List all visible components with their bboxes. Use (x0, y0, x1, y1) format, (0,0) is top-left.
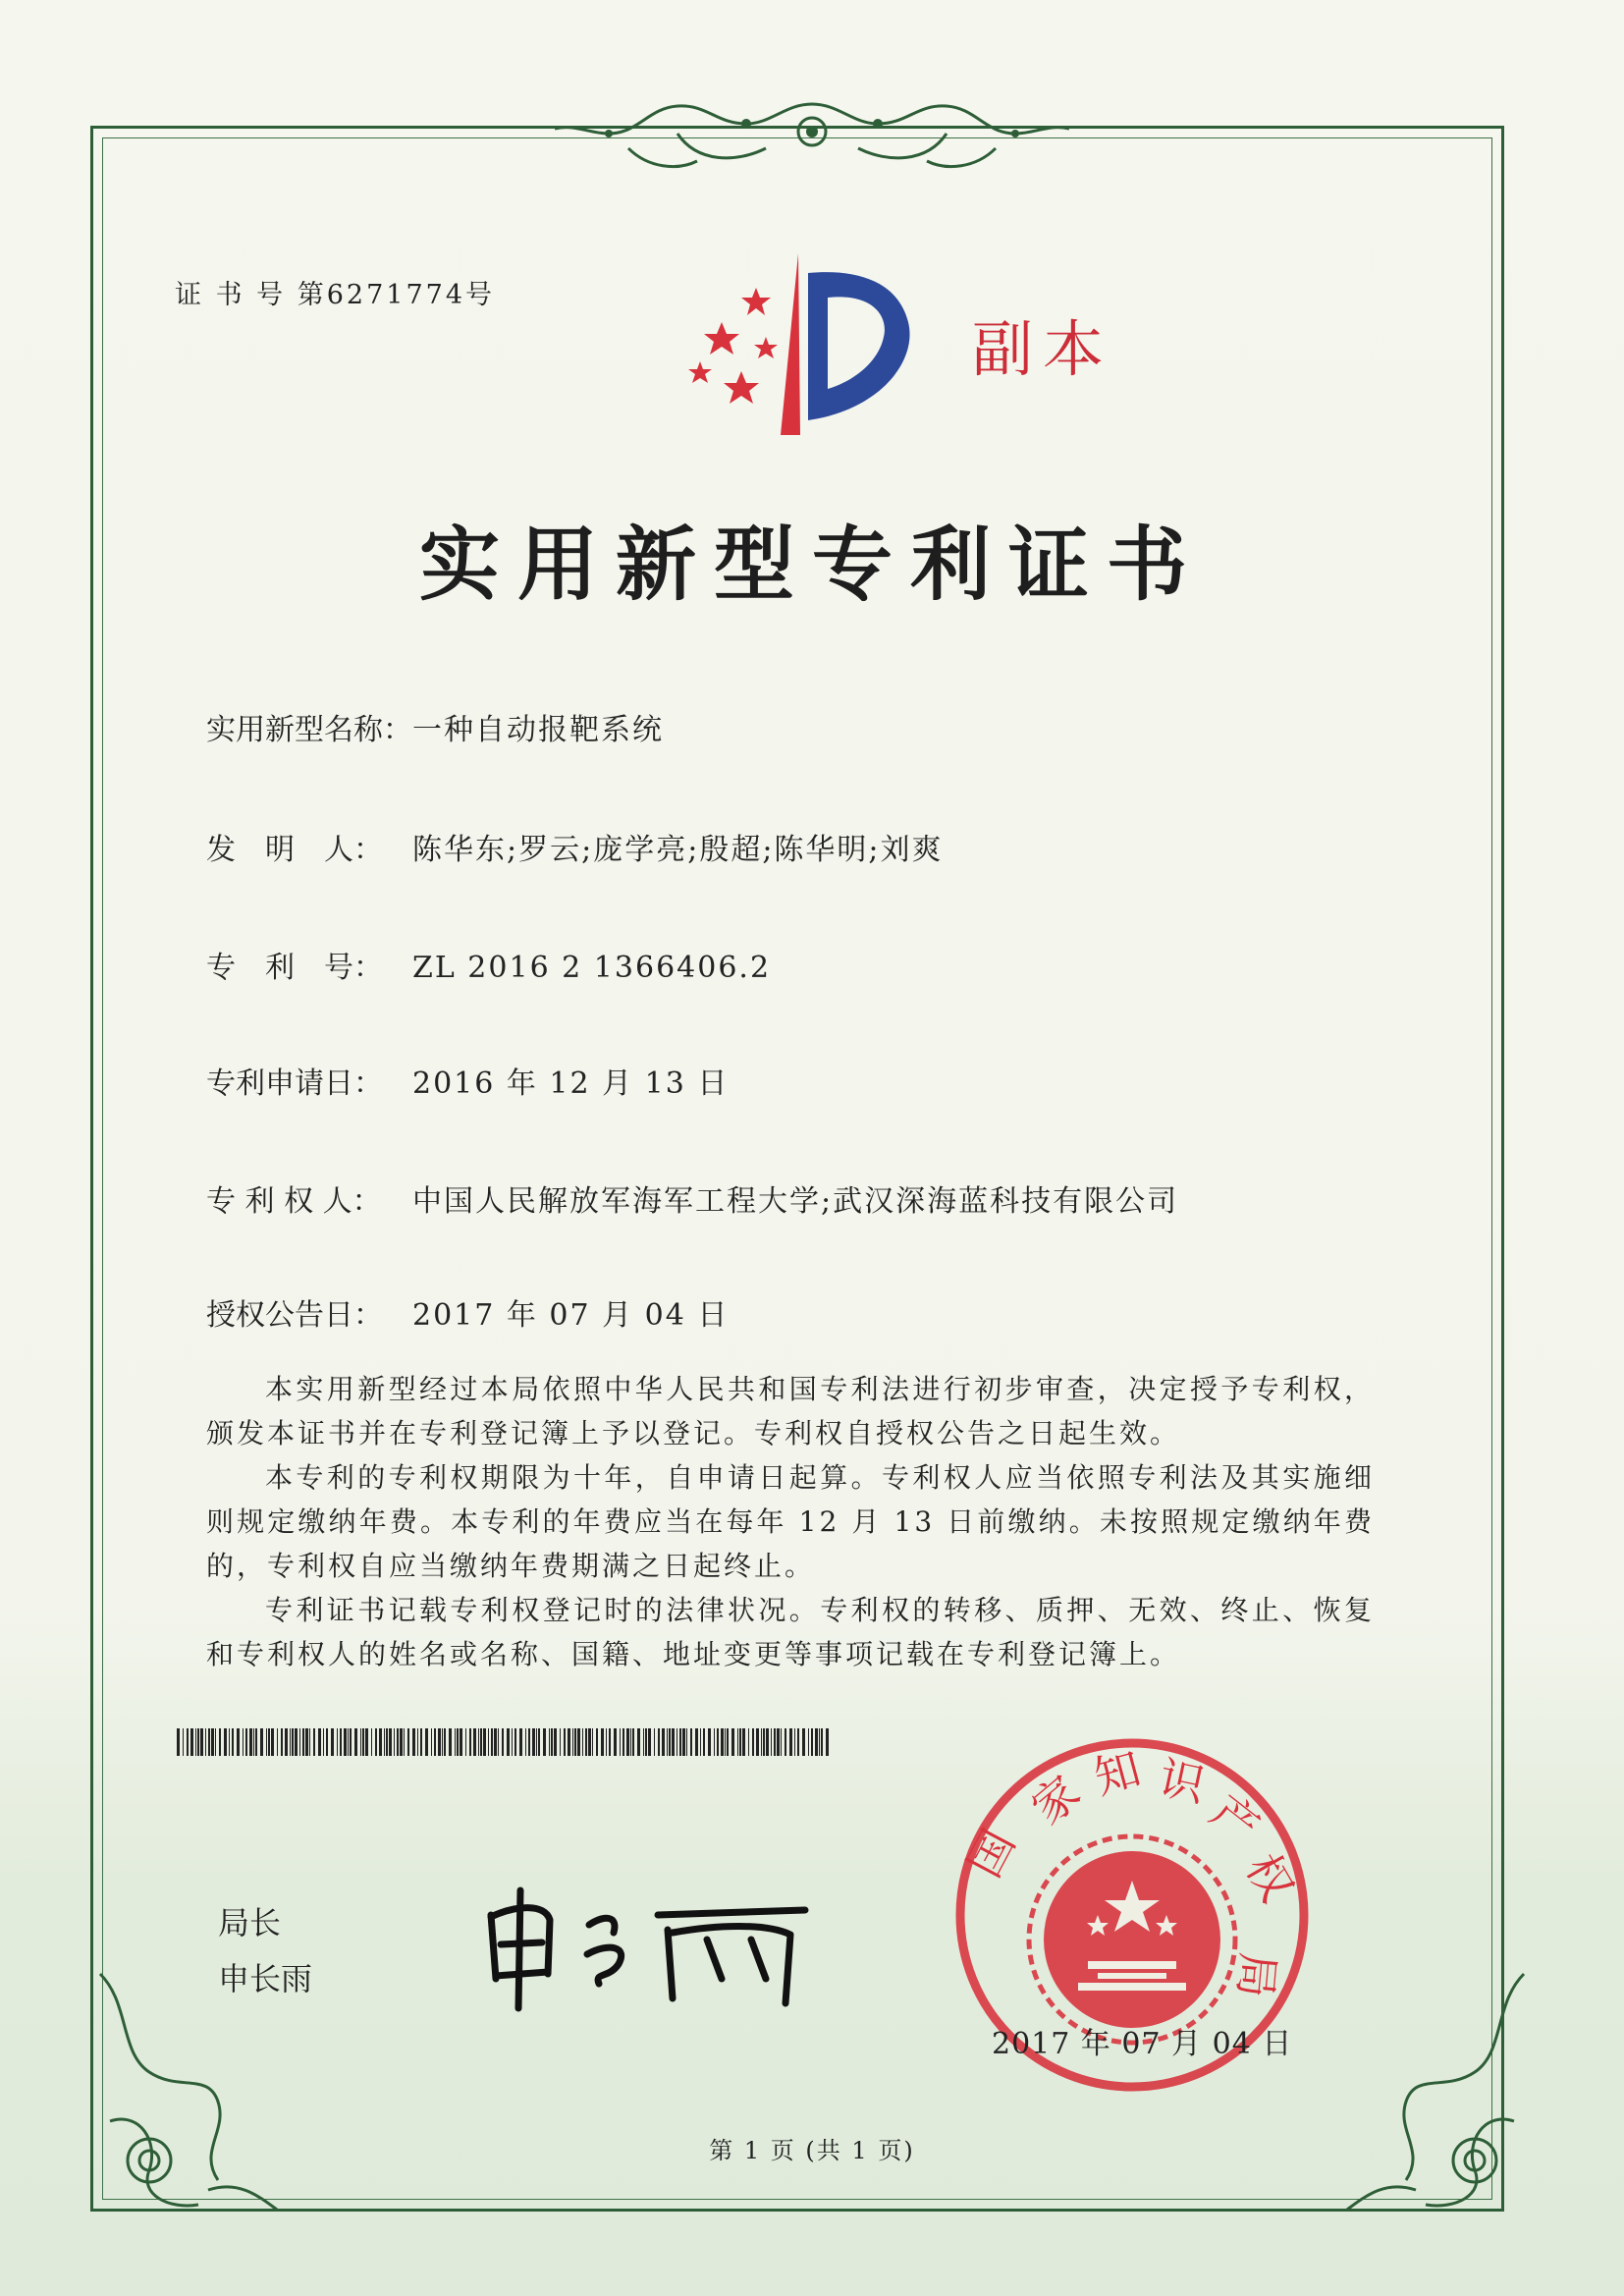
barcode-bar (582, 1728, 583, 1756)
barcode-bar (494, 1728, 497, 1756)
barcode-bar (268, 1728, 270, 1756)
barcode-bar (469, 1728, 471, 1756)
barcode-bar (808, 1728, 809, 1756)
barcode-bar (397, 1728, 399, 1756)
barcode-bar (543, 1728, 546, 1756)
barcode-bar (232, 1728, 234, 1756)
barcode-bar (245, 1728, 247, 1756)
barcode-bar (507, 1728, 510, 1756)
barcode-bar (679, 1728, 681, 1756)
barcode-bar (498, 1728, 499, 1756)
barcode-bar (431, 1728, 432, 1756)
barcode-bar (606, 1728, 607, 1756)
barcode-bar (572, 1728, 573, 1756)
barcode-bar (281, 1728, 283, 1756)
body-paragraph: 本专利的专利权期限为十年，自申请日起算。专利权人应当依照专利法及其实施细则规定缴纳年费。本专利的年费应当在每年 12 月 13 日前缴纳。未按照规定缴纳年费的，专利权自应当缴纳年费期满之日起终止。 (206, 1461, 1375, 1582)
barcode-bar (480, 1728, 482, 1756)
barcode-bar (348, 1728, 349, 1756)
barcode-bar (577, 1728, 580, 1756)
barcode-bar (491, 1728, 493, 1756)
barcode-bar (766, 1728, 769, 1756)
barcode-bar (632, 1728, 634, 1756)
barcode-bar (682, 1728, 685, 1756)
barcode-bar (777, 1728, 780, 1756)
barcode-bar (512, 1728, 513, 1756)
barcode-bar (417, 1728, 418, 1756)
barcode-bar (748, 1728, 749, 1756)
barcode-bar (473, 1728, 476, 1756)
barcode-bar (384, 1728, 385, 1756)
barcode-bar (797, 1728, 799, 1756)
barcode-bar (785, 1728, 786, 1756)
svg-text:家: 家 (1021, 1765, 1091, 1835)
barcode-bar (200, 1728, 203, 1756)
barcode-bar (815, 1728, 818, 1756)
barcode-bar (708, 1728, 711, 1756)
barcode-bar (794, 1728, 795, 1756)
barcode-bar (742, 1728, 745, 1756)
bottom-left-ornament (90, 1964, 287, 2219)
barcode-bar (502, 1728, 504, 1756)
barcode-bar (667, 1728, 668, 1756)
top-ornament (550, 94, 1074, 183)
svg-text:国: 国 (957, 1821, 1026, 1886)
field-value: 一种自动报靶系统 (412, 713, 664, 747)
barcode-bar (455, 1728, 456, 1756)
director-name: 申长雨 (218, 1960, 313, 1997)
field-label: 专利申请日： (206, 1066, 383, 1101)
barcode-bar (789, 1728, 792, 1756)
barcode-bar (819, 1728, 820, 1756)
barcode-bar (551, 1728, 553, 1756)
barcode-bar (614, 1728, 617, 1756)
barcode-bar (669, 1728, 671, 1756)
barcode-bar (197, 1728, 199, 1756)
field-inventors (206, 825, 944, 868)
barcode-bar (695, 1728, 698, 1756)
barcode-bar (549, 1728, 550, 1756)
field-value: 2017 年 07 月 04 日 (412, 1298, 730, 1333)
barcode-bar (739, 1728, 741, 1756)
barcode-bar (354, 1728, 357, 1756)
barcode-bar (714, 1728, 715, 1756)
page-title: 实用新型专利证书 (418, 518, 1205, 612)
barcode-bar (457, 1728, 459, 1756)
barcode-bar (211, 1728, 214, 1756)
barcode-bar (658, 1728, 660, 1756)
field-value: 2016 年 12 月 13 日 (412, 1066, 730, 1101)
barcode-bar (404, 1728, 405, 1756)
barcode-bar (350, 1728, 352, 1756)
barcode-bar (412, 1728, 415, 1756)
field-value: 中国人民解放军海军工程大学;武汉深海蓝科技有限公司 (412, 1184, 1179, 1219)
barcode-bar (690, 1728, 692, 1756)
barcode-bar (588, 1728, 591, 1756)
barcode-bar (623, 1728, 624, 1756)
barcode-bar (564, 1728, 566, 1756)
barcode-bar (177, 1728, 180, 1756)
barcode-bar (488, 1728, 489, 1756)
field-label: 专 利 权 人： (206, 1184, 382, 1219)
barcode-bar (774, 1728, 776, 1756)
barcode-bar (362, 1728, 364, 1756)
svg-text:识: 识 (1154, 1750, 1210, 1813)
barcode-bar (434, 1728, 436, 1756)
barcode-bar (375, 1728, 377, 1756)
barcode-bar (700, 1728, 701, 1756)
barcode-bar (703, 1728, 705, 1756)
barcode-bar (229, 1728, 230, 1756)
barcode-bar (465, 1728, 466, 1756)
barcode-bar (721, 1728, 724, 1756)
barcode-bar (620, 1728, 621, 1756)
barcode-bar (519, 1728, 522, 1756)
svg-text:知: 知 (1088, 1741, 1147, 1805)
barcode (177, 1728, 835, 1756)
copy-mark: 副本 (972, 313, 1114, 385)
bottom-right-ornament (1337, 1964, 1534, 2219)
barcode-bar (305, 1728, 308, 1756)
field-value: ZL 2016 2 1366406.2 (412, 951, 772, 985)
barcode-bar (255, 1728, 257, 1756)
barcode-bar (643, 1728, 644, 1756)
barcode-bar (208, 1728, 210, 1756)
barcode-bar (662, 1728, 665, 1756)
barcode-bar (183, 1728, 184, 1756)
barcode-bar (260, 1728, 263, 1756)
barcode-bar (763, 1728, 765, 1756)
barcode-bar (630, 1728, 631, 1756)
barcode-bar (285, 1728, 288, 1756)
barcode-bar (731, 1728, 734, 1756)
barcode-bar (637, 1728, 640, 1756)
barcode-bar (290, 1728, 291, 1756)
barcode-bar (727, 1728, 729, 1756)
barcode-bar (295, 1728, 298, 1756)
barcode-bar (425, 1728, 428, 1756)
barcode-bar (826, 1728, 829, 1756)
page-number: 第 1 页 (共 1 页) (709, 2137, 915, 2164)
barcode-bar (756, 1728, 759, 1756)
barcode-bar (771, 1728, 772, 1756)
barcode-bar (672, 1728, 675, 1756)
barcode-bar (601, 1728, 604, 1756)
barcode-bar (365, 1728, 368, 1756)
certificate-number: 证 书 号 第6271774号 (175, 280, 495, 310)
barcode-bar (309, 1728, 310, 1756)
barcode-bar (195, 1728, 196, 1756)
field-grant-date (206, 1290, 729, 1334)
barcode-bar (318, 1728, 321, 1756)
barcode-bar (313, 1728, 315, 1756)
barcode-bar (725, 1728, 726, 1756)
barcode-bar (344, 1728, 347, 1756)
barcode-bar (609, 1728, 611, 1756)
barcode-bar (761, 1728, 762, 1756)
barcode-bar (243, 1728, 244, 1756)
barcode-bar (360, 1728, 361, 1756)
barcode-bar (253, 1728, 254, 1756)
barcode-bar (237, 1728, 240, 1756)
certificate-body (206, 1367, 1375, 1676)
barcode-bar (371, 1728, 372, 1756)
barcode-bar (400, 1728, 403, 1756)
barcode-bar (292, 1728, 294, 1756)
barcode-bar (266, 1728, 267, 1756)
barcode-bar (187, 1728, 189, 1756)
barcode-bar (277, 1728, 278, 1756)
barcode-bar (645, 1728, 647, 1756)
barcode-bar (337, 1728, 338, 1756)
barcode-bar (752, 1728, 754, 1756)
barcode-bar (592, 1728, 593, 1756)
barcode-bar (326, 1728, 328, 1756)
field-value: 陈华东;罗云;庞学亮;殷超;陈华明;刘爽 (412, 833, 944, 867)
barcode-bar (379, 1728, 382, 1756)
barcode-bar (386, 1728, 388, 1756)
barcode-bar (536, 1728, 537, 1756)
barcode-bar (215, 1728, 216, 1756)
field-label: 专 利 号： (206, 951, 383, 985)
barcode-bar (420, 1728, 422, 1756)
body-paragraph: 专利证书记载专利权登记时的法律状况。专利权的转移、质押、无效、终止、恢复和专利权人的姓名或名称、国籍、地址变更等事项记载在专利登记簿上。 (206, 1594, 1375, 1670)
barcode-bar (224, 1728, 227, 1756)
barcode-bar (568, 1728, 570, 1756)
barcode-bar (802, 1728, 805, 1756)
barcode-bar (560, 1728, 561, 1756)
barcode-bar (438, 1728, 441, 1756)
barcode-bar (340, 1728, 342, 1756)
barcode-bar (442, 1728, 443, 1756)
barcode-bar (654, 1728, 655, 1756)
barcode-bar (394, 1728, 395, 1756)
barcode-bar (299, 1728, 300, 1756)
barcode-bar (554, 1728, 557, 1756)
barcode-bar (407, 1728, 409, 1756)
field-patentee (206, 1176, 1178, 1220)
barcode-bar (737, 1728, 738, 1756)
svg-text:产: 产 (1201, 1784, 1270, 1854)
barcode-bar (331, 1728, 334, 1756)
barcode-bar (483, 1728, 486, 1756)
barcode-bar (460, 1728, 462, 1756)
barcode-bar (249, 1728, 252, 1756)
svg-text:权: 权 (1235, 1844, 1305, 1911)
barcode-bar (596, 1728, 598, 1756)
barcode-bar (811, 1728, 813, 1756)
seal-date: 2017 年 07 月 04 日 (992, 2027, 1293, 2061)
field-label: 发 明 人： (206, 833, 383, 867)
barcode-bar (626, 1728, 629, 1756)
barcode-bar (190, 1728, 193, 1756)
field-label: 实用新型名称： (206, 713, 412, 747)
barcode-bar (532, 1728, 535, 1756)
barcode-bar (449, 1728, 452, 1756)
barcode-bar (323, 1728, 324, 1756)
barcode-bar (781, 1728, 782, 1756)
field-label: 授权公告日： (206, 1298, 383, 1333)
barcode-bar (574, 1728, 576, 1756)
director-title: 局长 (218, 1904, 282, 1941)
svg-text:局: 局 (1228, 1950, 1285, 2000)
barcode-bar (302, 1728, 304, 1756)
barcode-bar (444, 1728, 446, 1756)
body-paragraph: 本实用新型经过本局依照中华人民共和国专利法进行初步审查，决定授予专利权，颁发本证书并在专利登记簿上予以登记。专利权自授权公告之日起生效。 (206, 1373, 1375, 1449)
barcode-bar (585, 1728, 587, 1756)
field-application-date (206, 1059, 729, 1102)
patent-office-logo (682, 244, 928, 440)
barcode-bar (205, 1728, 206, 1756)
barcode-bar (219, 1728, 221, 1756)
barcode-bar (686, 1728, 687, 1756)
barcode-bar (538, 1728, 540, 1756)
field-utility-model-name (206, 705, 664, 748)
barcode-bar (271, 1728, 274, 1756)
barcode-bar (514, 1728, 516, 1756)
barcode-bar (648, 1728, 651, 1756)
field-patent-number (206, 943, 771, 986)
barcode-bar (717, 1728, 719, 1756)
barcode-bar (389, 1728, 392, 1756)
barcode-bar (528, 1728, 530, 1756)
barcode-bar (525, 1728, 526, 1756)
handwritten-signature (471, 1886, 825, 2013)
barcode-bar (478, 1728, 479, 1756)
barcode-bar (821, 1728, 823, 1756)
